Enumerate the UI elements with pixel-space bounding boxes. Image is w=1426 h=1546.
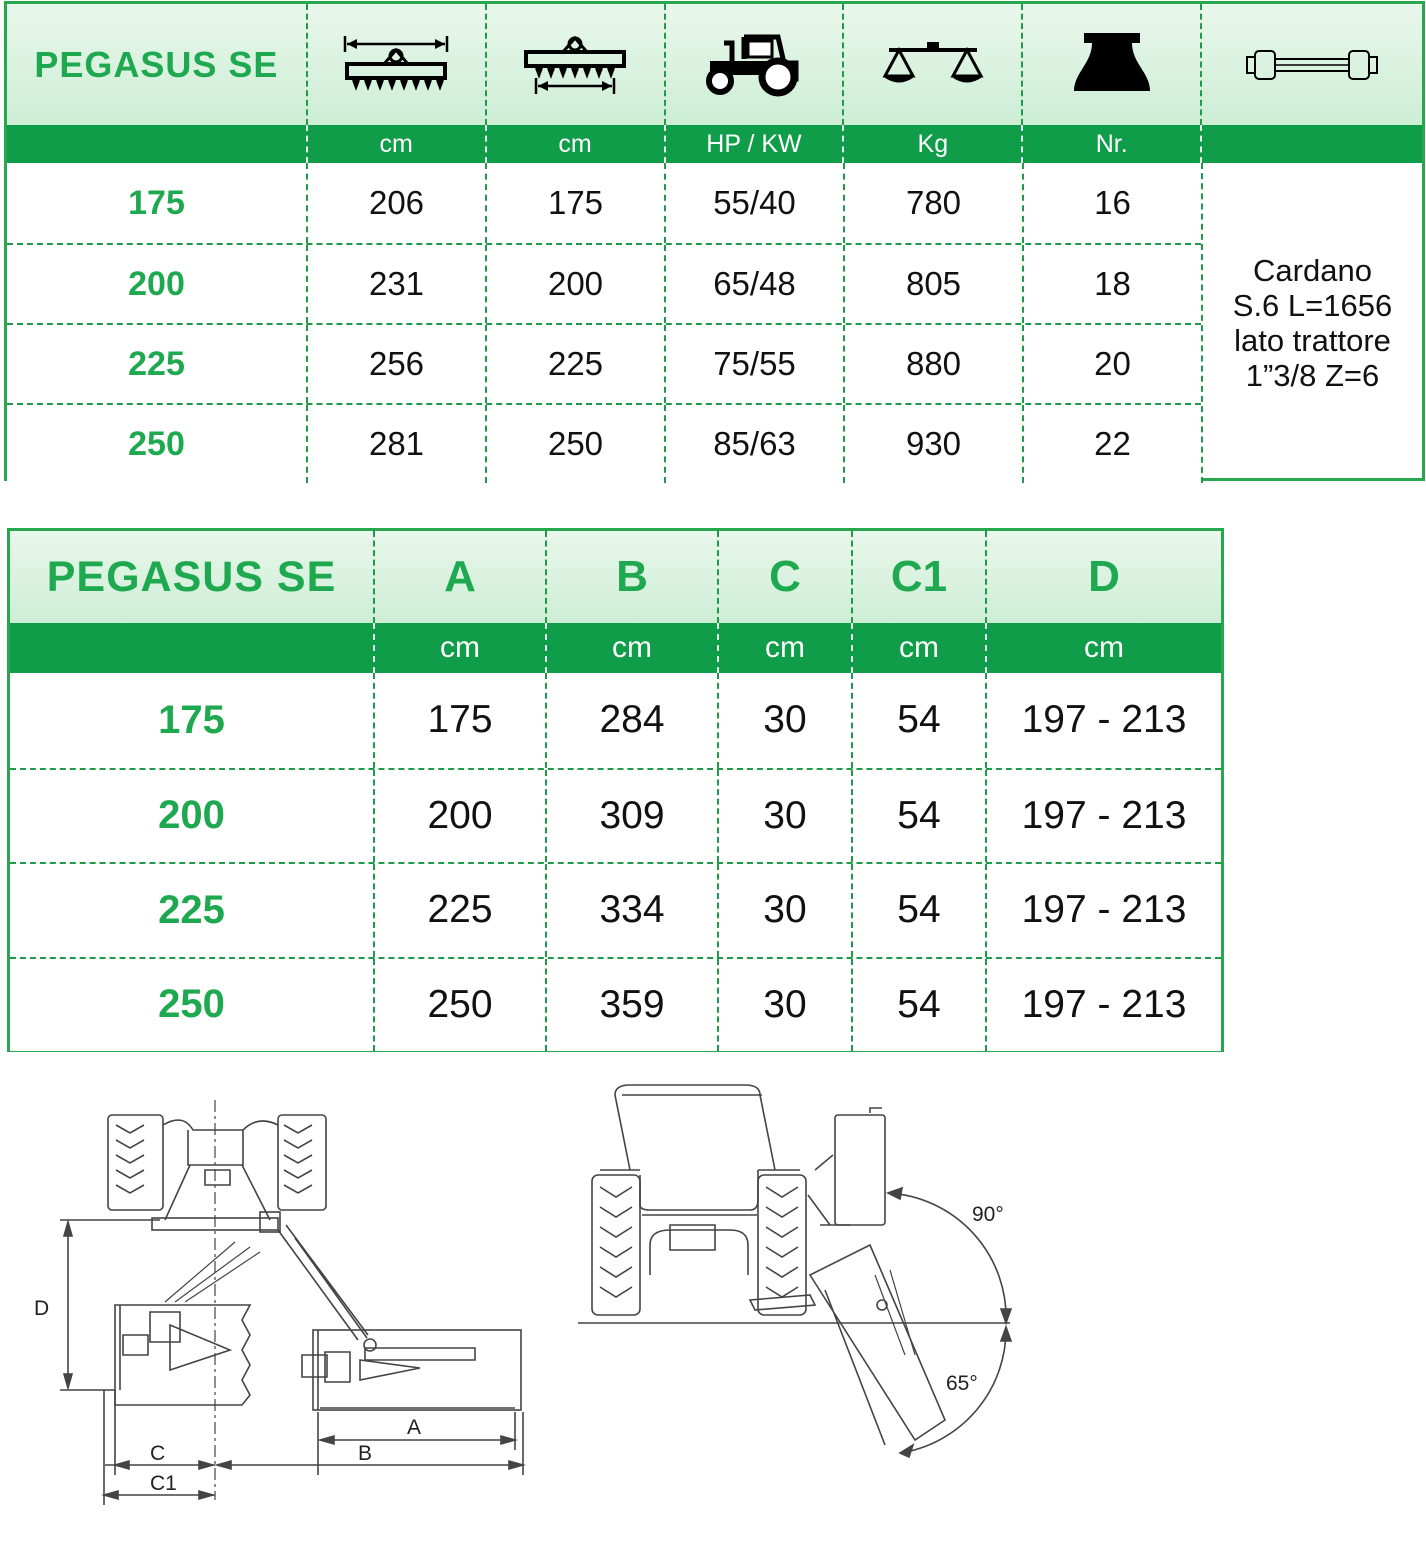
table-cell: 197 - 213 bbox=[985, 959, 1221, 1052]
cardano-line: Cardano bbox=[1253, 253, 1372, 288]
dimensions-header-row bbox=[10, 531, 1221, 623]
dimension-b-label: B bbox=[358, 1442, 373, 1465]
unit-label: cm bbox=[851, 623, 985, 673]
three-point-hitch bbox=[165, 1165, 270, 1220]
specs-table bbox=[4, 1, 1425, 481]
table-cell: 250 bbox=[373, 959, 545, 1052]
cardano-line: S.6 L=1656 bbox=[1232, 288, 1393, 323]
pto-shaft-icon bbox=[1200, 4, 1422, 125]
table-row bbox=[10, 768, 1221, 863]
table-cell: 175 bbox=[373, 673, 545, 768]
table-row bbox=[7, 403, 1201, 483]
table-row bbox=[7, 243, 1201, 323]
unit-label: cm bbox=[373, 623, 545, 673]
table-cell: 54 bbox=[851, 864, 985, 957]
table-cell: 16 bbox=[1022, 163, 1201, 243]
dimensions-title: PEGASUS SE bbox=[46, 552, 337, 601]
table-cell: 780 bbox=[843, 163, 1022, 243]
dimension-d-label: D bbox=[34, 1297, 50, 1320]
model-name: 200 bbox=[128, 264, 185, 303]
angle-label-90: 90° bbox=[972, 1203, 1004, 1226]
table-cell: 30 bbox=[717, 673, 851, 768]
unit-label: cm bbox=[545, 623, 717, 673]
specs-units-row bbox=[7, 125, 1422, 163]
table-cell: 805 bbox=[843, 245, 1022, 323]
column-header: C1 bbox=[851, 531, 985, 623]
column-header: C bbox=[717, 531, 851, 623]
specs-body bbox=[7, 163, 1422, 483]
table-cell: 22 bbox=[1022, 405, 1201, 483]
specs-header-row bbox=[7, 4, 1422, 125]
table-cell: 20 bbox=[1022, 325, 1201, 403]
table-row bbox=[7, 323, 1201, 403]
table-row bbox=[10, 862, 1221, 957]
table-row bbox=[10, 673, 1221, 768]
table-cell: 284 bbox=[545, 673, 717, 768]
column-header: D bbox=[985, 531, 1221, 623]
specs-title: PEGASUS SE bbox=[34, 43, 279, 85]
blade-icon bbox=[1021, 4, 1200, 125]
dimension-c-label: C bbox=[150, 1442, 166, 1465]
tractor-tire-left bbox=[592, 1175, 640, 1315]
tractor-body bbox=[163, 1120, 278, 1165]
table-row bbox=[10, 957, 1221, 1052]
table-row bbox=[7, 163, 1201, 243]
mower-working-position bbox=[302, 1330, 521, 1410]
cutting-width-icon bbox=[485, 4, 664, 125]
table-cell: 200 bbox=[485, 245, 664, 323]
table-cell: 930 bbox=[843, 405, 1022, 483]
column-header: B bbox=[545, 531, 717, 623]
model-name: 200 bbox=[158, 793, 225, 838]
tractor-tire-left bbox=[108, 1115, 163, 1210]
unit-label: cm bbox=[717, 623, 851, 673]
model-name: 175 bbox=[128, 183, 185, 222]
table-cell: 256 bbox=[306, 325, 485, 403]
table-cell: 225 bbox=[485, 325, 664, 403]
angle-label-65: 65° bbox=[946, 1372, 978, 1395]
cardano-note bbox=[1201, 163, 1422, 483]
rear-view-drawing bbox=[570, 1075, 1030, 1475]
model-name: 250 bbox=[128, 424, 185, 463]
dimension-a-label: A bbox=[407, 1416, 422, 1439]
table-cell: 880 bbox=[843, 325, 1022, 403]
table-cell: 359 bbox=[545, 959, 717, 1052]
tractor-tire-right bbox=[278, 1115, 326, 1210]
tractor-rear-axle bbox=[642, 1215, 757, 1275]
mower-vertical-position bbox=[808, 1108, 885, 1225]
table-cell: 197 - 213 bbox=[985, 673, 1221, 768]
table-cell: 85/63 bbox=[664, 405, 843, 483]
unit-label: HP / KW bbox=[664, 125, 843, 163]
table-cell: 54 bbox=[851, 673, 985, 768]
unit-label: Kg bbox=[842, 125, 1021, 163]
tractor-tire-right bbox=[758, 1175, 806, 1315]
weight-scale-icon bbox=[842, 4, 1021, 125]
table-cell: 197 - 213 bbox=[985, 770, 1221, 863]
table-cell: 30 bbox=[717, 770, 851, 863]
mower-transport-position bbox=[115, 1242, 260, 1405]
unit-label: cm bbox=[306, 125, 485, 163]
top-view-drawing bbox=[20, 1090, 540, 1510]
tractor-cab bbox=[615, 1085, 775, 1170]
dimensions-units-row bbox=[10, 623, 1221, 673]
unit-label: cm bbox=[985, 623, 1221, 673]
table-cell: 175 bbox=[485, 163, 664, 243]
table-cell: 281 bbox=[306, 405, 485, 483]
table-cell: 55/40 bbox=[664, 163, 843, 243]
unit-label: Nr. bbox=[1021, 125, 1200, 163]
column-header: A bbox=[373, 531, 545, 623]
model-name: 175 bbox=[158, 697, 225, 742]
table-cell: 334 bbox=[545, 864, 717, 957]
model-name: 250 bbox=[158, 982, 225, 1027]
table-cell: 225 bbox=[373, 864, 545, 957]
table-cell: 54 bbox=[851, 959, 985, 1052]
table-cell: 250 bbox=[485, 405, 664, 483]
pivot-block bbox=[260, 1212, 280, 1232]
working-width-icon bbox=[306, 4, 485, 125]
dimension-c1-label: C1 bbox=[150, 1472, 177, 1495]
table-cell: 18 bbox=[1022, 245, 1201, 323]
table-cell: 197 - 213 bbox=[985, 864, 1221, 957]
model-name: 225 bbox=[158, 887, 225, 932]
table-cell: 75/55 bbox=[664, 325, 843, 403]
dimensions-table bbox=[7, 528, 1224, 1052]
table-cell: 231 bbox=[306, 245, 485, 323]
table-cell: 200 bbox=[373, 770, 545, 863]
table-cell: 30 bbox=[717, 864, 851, 957]
tractor-icon bbox=[664, 4, 843, 125]
table-cell: 54 bbox=[851, 770, 985, 863]
model-name: 225 bbox=[128, 344, 185, 383]
cardano-line: 1”3/8 Z=6 bbox=[1245, 358, 1380, 393]
cardano-line: lato trattore bbox=[1234, 323, 1391, 358]
table-cell: 206 bbox=[306, 163, 485, 243]
table-cell: 30 bbox=[717, 959, 851, 1052]
boom-arm bbox=[278, 1225, 368, 1340]
table-cell: 309 bbox=[545, 770, 717, 863]
table-cell: 65/48 bbox=[664, 245, 843, 323]
unit-label: cm bbox=[485, 125, 664, 163]
